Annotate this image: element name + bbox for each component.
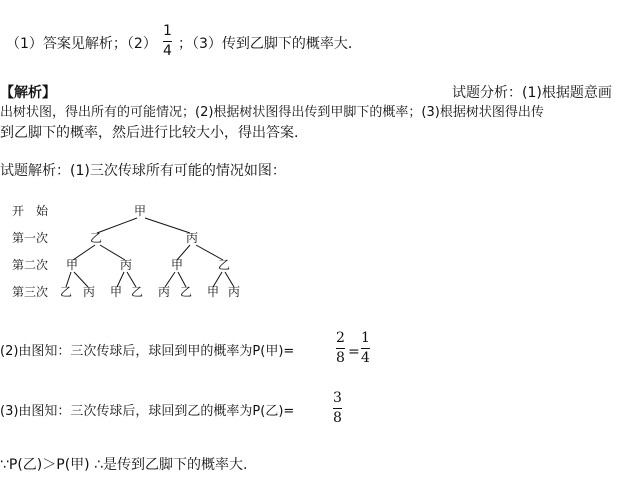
analysis-heading: 【解析】 xyxy=(0,85,56,101)
part2-fraction-2 xyxy=(361,331,370,366)
tree-node: 乙 xyxy=(90,231,103,245)
part3-text: (3)由图知：三次传球后，球回到乙的概率为P(乙)= xyxy=(0,404,295,419)
tree-row-label: 第一次 xyxy=(12,231,49,245)
tree-node: 甲 xyxy=(110,285,123,299)
fraction-numerator: 1 xyxy=(163,23,172,39)
part2-equals: = xyxy=(348,344,360,360)
answer-line xyxy=(6,35,157,53)
tree-node: 丙 xyxy=(186,231,199,245)
tree-row-label: 第三次 xyxy=(12,285,49,299)
fraction-denominator: 4 xyxy=(361,350,370,366)
tree-edge xyxy=(97,218,137,233)
analysis-right-text: 试题分析：(1)根据题意画 xyxy=(452,85,612,101)
tree-row-label: 第二次 xyxy=(12,258,49,272)
fraction-bar xyxy=(163,41,172,42)
analysis-line2: 出树状图，得出所有的可能情况；(2)根据树状图得出传到甲脚下的概率；(3)根据树状图得出传 xyxy=(0,105,544,120)
conclusion-text: ∵P(乙)＞P(甲) ∴是传到乙脚下的概率大. xyxy=(0,457,248,473)
tree-node: 甲 xyxy=(207,285,220,299)
answer-fraction xyxy=(163,24,172,59)
fraction-bar xyxy=(336,348,345,349)
fraction-bar xyxy=(333,408,342,409)
fraction-denominator: 8 xyxy=(336,350,345,366)
tree-row-label: 开 始 xyxy=(12,204,49,218)
tree-edge xyxy=(145,218,190,233)
answer-part1: （1）答案见解析；（2） xyxy=(6,36,157,52)
part2-fraction-1 xyxy=(336,331,345,366)
tree-node: 乙 xyxy=(60,285,73,299)
fraction-bar xyxy=(361,348,370,349)
fraction-denominator: 8 xyxy=(333,410,342,426)
tree-diagram xyxy=(0,195,260,305)
tree-node: 丙 xyxy=(228,285,241,299)
analysis-line3: 到乙脚下的概率，然后进行比较大小，得出答案. xyxy=(0,125,299,141)
part2-text: (2)由图知：三次传球后，球回到甲的概率为P(甲)= xyxy=(0,344,295,359)
tree-node: 丙 xyxy=(83,285,96,299)
tree-node: 乙 xyxy=(180,285,193,299)
tree-node: 甲 xyxy=(66,258,79,272)
fraction-numerator: 3 xyxy=(333,390,342,406)
tree-node: 乙 xyxy=(218,258,231,272)
tree-node: 丙 xyxy=(120,258,133,272)
part3-fraction xyxy=(333,391,342,426)
fraction-numerator: 2 xyxy=(336,330,345,346)
fraction-denominator: 4 xyxy=(163,43,172,59)
tree-node: 丙 xyxy=(158,285,171,299)
fraction-numerator: 1 xyxy=(361,330,370,346)
tree-node-root: 甲 xyxy=(134,204,147,218)
tree-node: 甲 xyxy=(171,258,184,272)
solution-intro: 试题解析：(1)三次传球所有可能的情况如图： xyxy=(0,163,286,179)
answer-part2: ；（3）传到乙脚下的概率大． xyxy=(178,36,362,52)
tree-node: 乙 xyxy=(131,285,144,299)
